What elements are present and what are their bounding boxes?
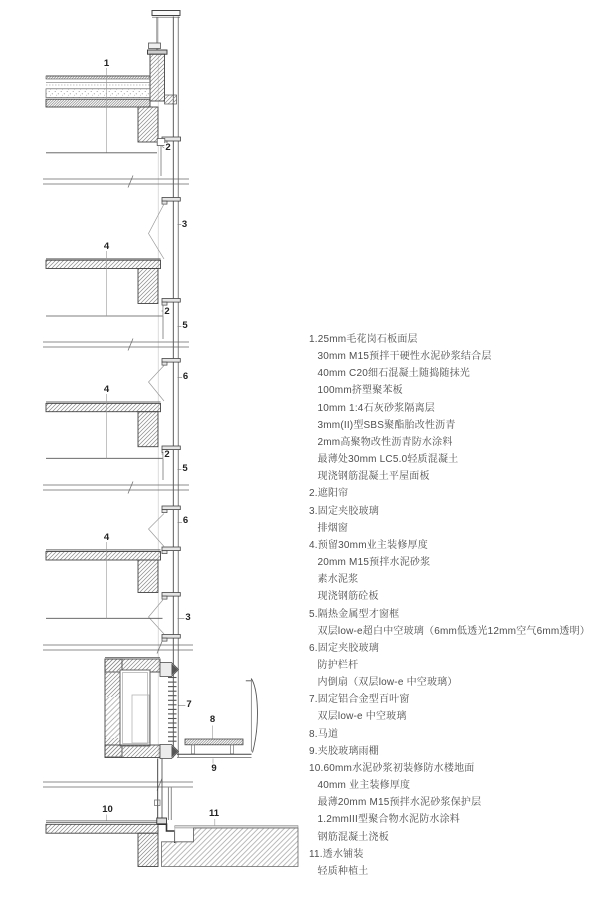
curtain-wall-glazing xyxy=(173,17,178,758)
legend-line: 8.马道 xyxy=(309,728,339,740)
legend-line: 4.预留30mm业主装修厚度 xyxy=(309,539,428,551)
legend-line: 防护栏杆 xyxy=(317,659,359,671)
legend-line: 11.透水铺装 xyxy=(309,848,364,860)
callout-label: 6 xyxy=(182,515,189,526)
legend-line: 9.夹胶玻璃雨棚 xyxy=(309,745,379,757)
callout-label: 1 xyxy=(103,57,110,69)
legend-line: 5.隔热金属型才窗框 xyxy=(309,608,400,620)
callout-label: 8 xyxy=(209,713,216,725)
ground-floor-section xyxy=(46,815,298,867)
legend-line: 6.固定夹胶玻璃 xyxy=(309,642,379,654)
roof-structural-slab xyxy=(46,99,150,107)
legend-line: 排烟窗 xyxy=(317,522,349,534)
legend-line: 3.固定夹胶玻璃 xyxy=(309,505,379,517)
callout-label: 9 xyxy=(211,762,217,774)
parapet-coping xyxy=(148,50,168,54)
callout-label: 2 xyxy=(164,448,170,460)
railing-cap xyxy=(152,11,180,16)
legend-line: 100mm挤塑聚苯板 xyxy=(317,385,403,397)
legend-line: 钢筋混凝土浇板 xyxy=(317,831,389,843)
legend-line: 素水泥浆 xyxy=(317,574,359,586)
legend-line: 2mm高聚物改性沥青防水涂料 xyxy=(317,436,453,448)
catwalk xyxy=(185,739,243,745)
callout-label: 5 xyxy=(182,319,188,331)
legend-line: 双层low-e 中空玻璃 xyxy=(317,711,407,723)
legend-line: 1.2mmIII型聚合物水泥防水涂料 xyxy=(317,814,460,826)
parapet-wall xyxy=(150,54,165,101)
roof-edge-beam xyxy=(138,107,158,142)
door-threshold xyxy=(157,818,167,824)
window-transom-brackets xyxy=(162,198,180,642)
legend-line: 2.遮阳帘 xyxy=(309,488,349,500)
legend-line: 现浇钢筋混凝土平屋面板 xyxy=(317,471,430,483)
legend-line: 1.25mm毛花岗石板面层 xyxy=(309,334,418,345)
legend-line: 10mm 1:4石灰砂浆隔离层 xyxy=(317,402,435,414)
legend-line: 10.60mm水泥砂浆初装修防水楼地面 xyxy=(309,762,475,774)
legend-line: 40mm C20细石混凝土随捣随抹光 xyxy=(317,368,471,380)
louver-canopy-section xyxy=(105,658,257,820)
legend-line: 最薄处30mm LC5.0轻质混凝土 xyxy=(317,454,459,466)
railing-clamp xyxy=(149,43,161,49)
callout-label: 4 xyxy=(103,383,110,395)
ceilings-and-leaders xyxy=(46,225,186,706)
callout-label: 4 xyxy=(103,240,110,252)
callout-label: 7 xyxy=(186,699,192,710)
legend-line: 现浇钢筋砼板 xyxy=(317,591,379,603)
legend-line: 40mm 业主装修厚度 xyxy=(317,780,411,792)
shaft-opening xyxy=(120,670,150,746)
callout-label: 5 xyxy=(182,462,188,474)
legend-line: 3mm(II)型SBS聚酯胎改性沥青 xyxy=(317,419,456,431)
callout-label: 3 xyxy=(181,219,188,230)
callout-label: 2 xyxy=(165,141,171,153)
legend-line: 轻质种植土 xyxy=(317,865,369,877)
callout-label: 6 xyxy=(182,370,189,382)
callout-label: 2 xyxy=(164,305,170,317)
roof-parapet-section xyxy=(46,11,181,177)
roof-insulation-layer xyxy=(46,89,150,98)
legend-line: 20mm M15预拌水泥砂浆 xyxy=(317,557,431,569)
legend-line: 30mm M15预拌干硬性水泥砂浆结合层 xyxy=(317,351,492,363)
callout-label: 11 xyxy=(208,808,220,819)
drainage-channel xyxy=(175,828,194,842)
callout-label: 10 xyxy=(102,803,113,815)
canopy-curved-edge xyxy=(251,679,257,753)
legend-line: 最薄20mm M15预拌水泥砂浆保护层 xyxy=(317,797,482,809)
louver-blades xyxy=(168,678,177,742)
callout-label: 4 xyxy=(103,531,110,543)
roof-stone-finish xyxy=(46,76,150,79)
callout-label: 3 xyxy=(185,611,191,623)
legend-line: 7.固定铝合金型百叶窗 xyxy=(309,694,410,706)
legend-line: 内倒扇（双层low-e 中空玻璃） xyxy=(317,677,458,689)
legend-line: 双层low-e超白中空玻璃（6mm低透光12mm空气6mm透明） xyxy=(317,625,591,637)
material-legend xyxy=(309,331,597,880)
parapet-anchor-bracket xyxy=(165,95,177,104)
